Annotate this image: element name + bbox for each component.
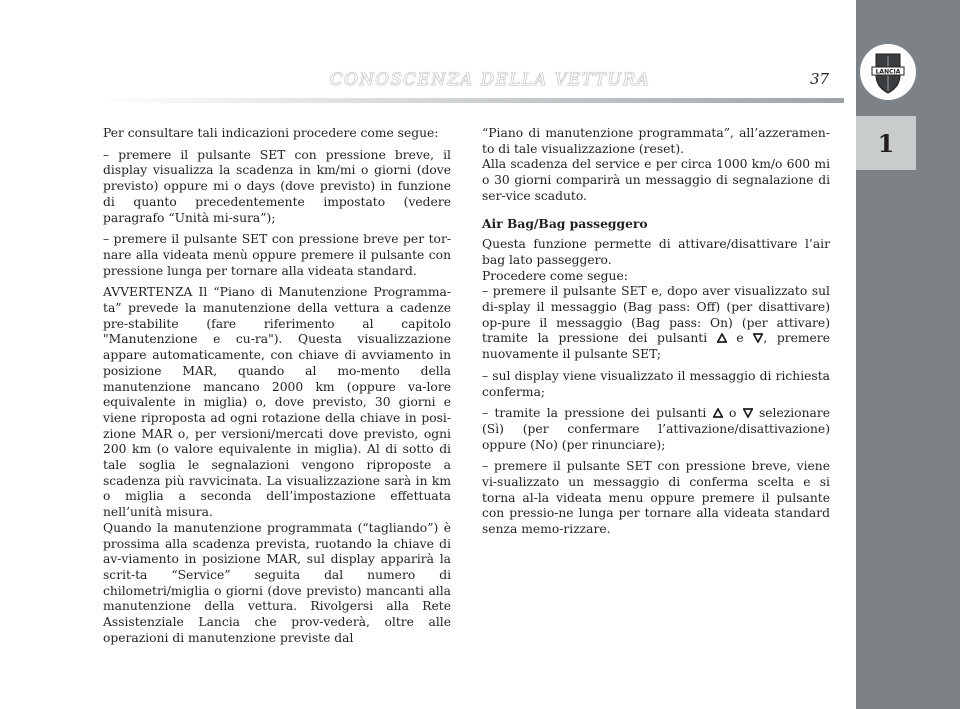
chapter-number: 1 [877,128,895,158]
paragraph: – sul display viene visualizzato il messaggio di richiesta conferma; [482,368,830,399]
paragraph: Procedere come segue: [482,268,628,283]
section-title: CONOSCENZA DELLA VETTURA [330,70,651,89]
chapter-tab [856,116,916,170]
lancia-logo [860,44,916,100]
warning-paragraph: AVVERTENZA Il “Piano di Manutenzione Programma-ta” prevede la manutenzione della vettura a cadenze pre-stabilite (fare riferimento al capitolo "Manutenzione e cu-ra"). Questa visualizzazione appare automaticamente, con chiave di avviamento in posizione MAR, quando al mo-mento della manutenzione mancano 2000 km (oppure va-lore equivalente in miglia) o, dove previsto, 30 giorni e viene riproposta ad ogni rotazione della chiave in posi-zione MAR o, per versioni/mercati dove previsto, ogni 200 km (o valore equivalente in miglia). Al di sotto di tale soglia le segnalazioni vengono riproposte a scadenza più ravvicinata. La visualizzazione sarà in km o miglia a seconda dell’impostazione effettuata nell’unità misura. [103,285,451,520]
right-column [482,126,830,544]
left-column [103,126,451,653]
paragraph: – premere il pulsante SET e, dopo aver visualizzato sul di-splay il messaggio (Bag pass: Off) (per disattivare) op-pure il messaggio (Bag pass: On) (per attivare) tramite la pressione dei pulsanti e , premere nuovamente il pulsante SET; [482,284,830,362]
header-rule [100,98,844,103]
paragraph: “Piano di manutenzione programmata”, all’azzeramen-to di tale visualizzazione (reset). [482,126,830,156]
paragraph: Per consultare tali indicazioni procedere come segue: [103,126,439,140]
lancia-shield-icon [861,45,915,99]
up-arrow-icon [713,408,723,418]
paragraph: – premere il pulsante SET con pressione breve per tor-nare alla videata menù oppure premere il pulsante con pressione lunga per tornare alla videata standard. [103,232,451,278]
section-heading: Air Bag/Bag passeggero [482,215,648,231]
paragraph: – premere il pulsante SET con pressione breve, il display visualizza la scadenza in km/mi o giorni (dove previsto) oppure mi o days (dove previsto) in funzione di quanto precedentemente impostato (vedere paragrafo “Unità mi-sura”); [103,147,451,225]
logo-text: LANCIA [875,68,901,76]
paragraph: – premere il pulsante SET con pressione breve, viene vi-sualizzato un messaggio di conferma scelta e si torna al-la videata menu oppure premere il pulsante con pressio-ne lunga per tornare alla videata standard senza memo-rizzare. [482,459,830,537]
down-arrow-icon [753,333,763,343]
paragraph: Alla scadenza del service e per circa 1000 km/o 600 mi o 30 giorni comparirà un messaggio di segnalazione di ser-vice scaduto. [482,157,830,203]
paragraph: Quando la manutenzione programmata (“tagliando”) è prossima alla scadenza prevista, ruotando la chiave di av-viamento in posizione MAR, sul display apparirà la scrit-ta “Service” seguita dal numero di chilometri/miglia o giorni (dove previsto) mancanti alla manutenzione della vettura. Rivolgersi alla Rete Assistenziale Lancia che prov-vederà, oltre alle operazioni di manutenzione previste dal [103,520,451,645]
down-arrow-icon [743,408,753,418]
paragraph: Questa funzione permette di attivare/disattivare l’air bag lato passeggero. [482,237,830,267]
paragraph: – tramite la pressione dei pulsanti o selezionare (Sì) (per confermare l’attivazione/disattivazione) oppure (No) (per rinunciare); [482,406,830,452]
up-arrow-icon [717,333,727,343]
chapter-sidebar [856,0,960,709]
page-number: 37 [810,70,830,88]
